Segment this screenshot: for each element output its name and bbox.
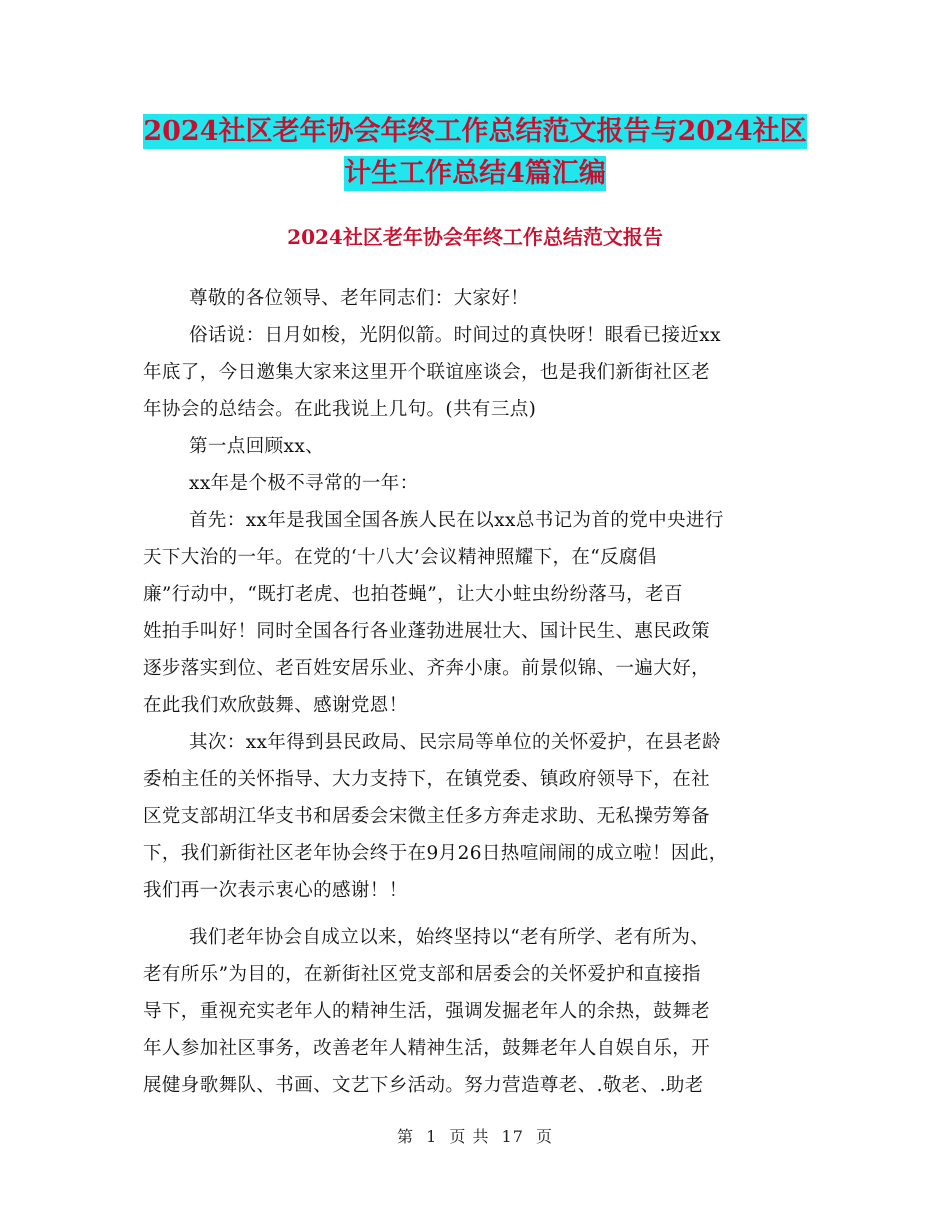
text-line: 第一点回顾xx、 [189, 436, 325, 457]
text-line: 年人参加社区事务，改善老年人精神生活，鼓舞老年人自娱自乐，开 [143, 1038, 711, 1059]
document-title-line-2 [140, 150, 810, 198]
title-highlight-1: 2024社区老年协会年终工作总结范文报告与2024社区 [143, 116, 807, 147]
text-line: 展健身歌舞队、书画、文艺下乡活动。努力营造尊老、.敬老、.助老 [143, 1075, 704, 1096]
title-highlight-2: 计生工作总结4篇汇编 [344, 158, 606, 189]
text-line: 区党支部胡江华支书和居委会宋微主任多方奔走求助、无私操劳筹备 [143, 806, 711, 827]
footer-total-pages: 17 [501, 1127, 524, 1146]
text-line: 我们再一次表示衷心的感谢！！ [143, 880, 408, 901]
text-line: 我们老年协会自成立以来，始终坚持以“老有所学、老有所为、 [189, 927, 710, 948]
text-line: 委柏主任的关怀指导、大力支持下，在镇党委、镇政府领导下，在社 [143, 769, 711, 790]
footer-middle: 页 共 [449, 1127, 490, 1146]
text-line: 年协会的总结会。在此我说上几句。(共有三点) [143, 399, 537, 420]
footer-prefix: 第 [396, 1127, 414, 1146]
text-line: 首先：xx年是我国全国各族人民在以xx总书记为首的党中央进行 [189, 510, 724, 531]
footer-suffix: 页 [536, 1127, 554, 1146]
text-line: 逐步落实到位、老百姓安居乐业、齐奔小康。前景似锦、一遍大好， [143, 658, 711, 679]
page-footer [0, 1124, 950, 1147]
text-line: 下，我们新街社区老年协会终于在9月26日热喧闹闹的成立啦！因此， [143, 843, 728, 864]
section-title: 2024社区老年协会年终工作总结范文报告 [287, 225, 663, 249]
text-line: 其次：xx年得到县民政局、民宗局等单位的关怀爱护，在县老龄 [189, 732, 721, 753]
text-line: 老有所乐”为目的，在新街社区党支部和居委会的关怀爱护和直接指 [143, 964, 701, 985]
footer-page-number: 1 [426, 1127, 438, 1146]
text-line: 尊敬的各位领导、老年同志们：大家好！ [189, 288, 530, 309]
paragraph-gap [143, 909, 811, 919]
text-line: 年底了，今日邀集大家来这里开个联谊座谈会，也是我们新街社区老 [143, 362, 711, 383]
text-line: 在此我们欢欣鼓舞、感谢党恩！ [143, 695, 408, 716]
text-line: xx年是个极不寻常的一年： [189, 473, 419, 494]
text-line: 廉”行动中，“既打老虎、也拍苍蝇”，让大小蛀虫纷纷落马，老百 [143, 584, 683, 605]
text-line: 导下，重视充实老年人的精神生活，强调发掘老年人的余热，鼓舞老 [143, 1001, 711, 1022]
text-line: 天下大治的一年。在党的‘十八大’会议精神照耀下，在“反腐倡 [143, 547, 657, 568]
body-text [143, 280, 811, 1104]
text-line: 俗话说：日月如梭，光阴似箭。时间过的真快呀！眼看已接近xx [189, 325, 721, 346]
text-line: 姓拍手叫好！同时全国各行各业蓬勃进展壮大、国计民生、惠民政策 [143, 621, 711, 642]
document-title-line-1 [140, 108, 810, 156]
